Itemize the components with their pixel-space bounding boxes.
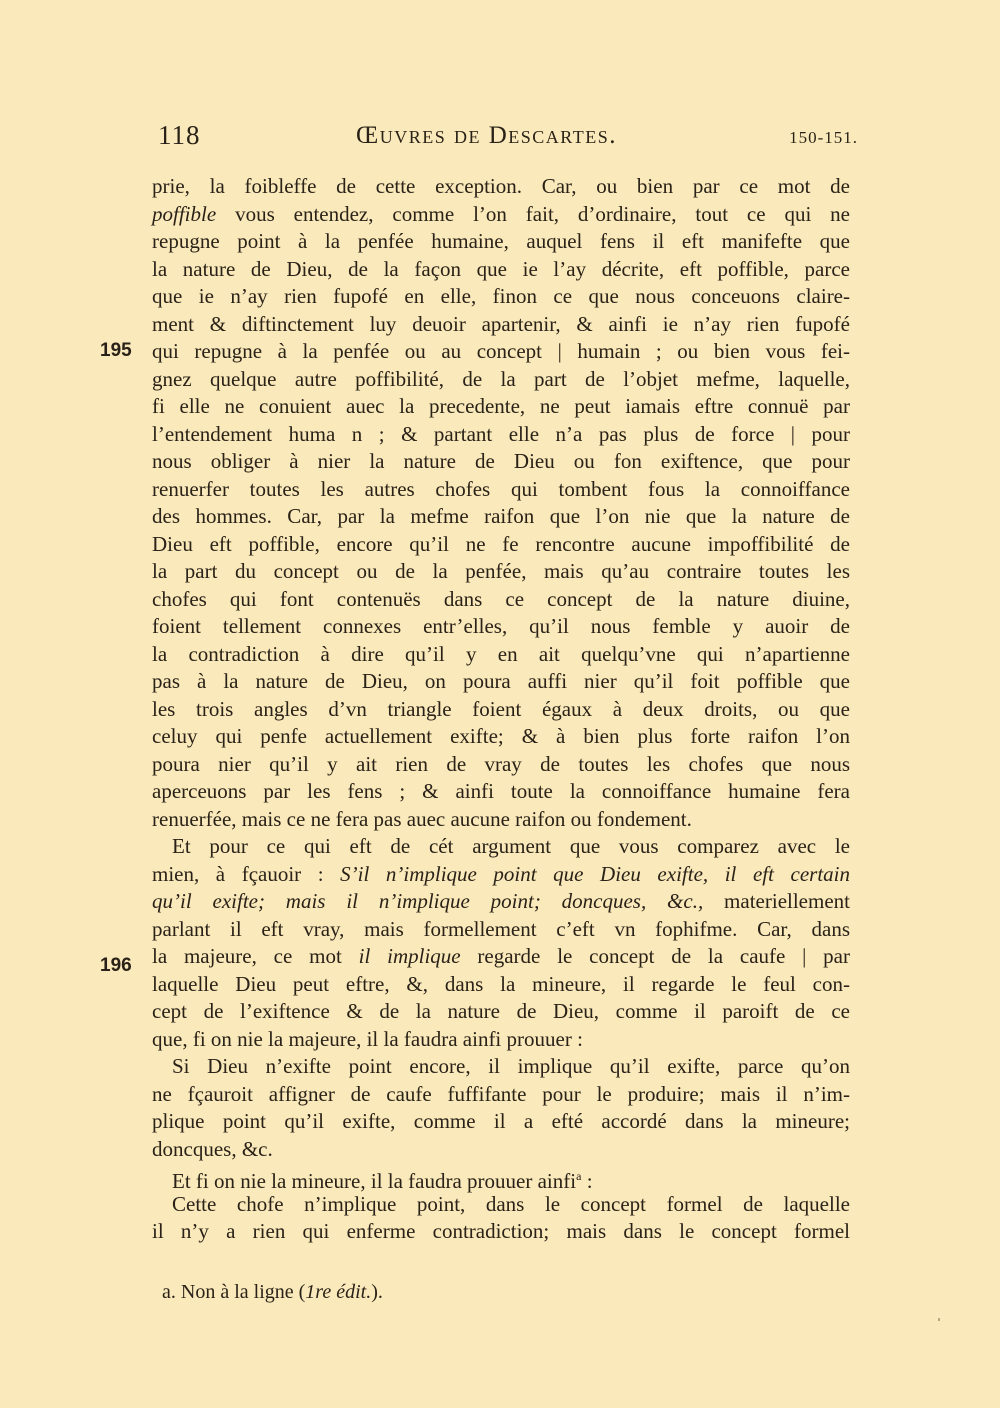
text-run: poura nier qu’il y ait rien de vray de toutes les chofes que nous — [152, 751, 850, 776]
text-run: la nature de Dieu, de la façon que ie l’ay décrite, eft poffible, parce — [152, 256, 850, 281]
text-run: S’il n’implique point que Dieu exifte, il eft certain — [340, 861, 850, 886]
page-number: 118 — [158, 120, 201, 150]
text-line — [152, 310, 850, 338]
text-line — [152, 1135, 850, 1163]
text-line — [152, 447, 850, 475]
text-line — [152, 365, 850, 393]
text-line — [152, 612, 850, 640]
text-line — [152, 1107, 850, 1135]
text-run: aperceuons par les fens ; & ainfi toute la connoiffance humaine fera — [152, 779, 850, 803]
text-line — [152, 585, 850, 613]
footnote-edition: 1re édit. — [305, 1281, 372, 1303]
text-run: poffible — [152, 201, 217, 226]
text-run: celuy qui penfe actuellement exifte; & à bien plus forte raifon l’on — [152, 724, 850, 748]
text-line — [172, 1190, 850, 1218]
text-line — [152, 255, 850, 283]
text-run: les trois angles d’vn triangle foient égaux à deux droits, ou que — [152, 696, 850, 721]
text-run: chofes qui font contenuës dans ce concept de la nature diuine, — [152, 586, 850, 611]
text-run: plique point qu’il exifte, comme il a efté accordé dans la mineure; — [152, 1109, 850, 1133]
text-line — [152, 640, 850, 668]
text-line — [152, 915, 850, 943]
text-line — [152, 970, 850, 998]
text-run: pas à la nature de Dieu, on poura auffi nier qu’il foit poffible que — [152, 669, 850, 693]
text-line — [152, 530, 850, 558]
text-run: ment & diftinctement luy deuoir apartenir, & ainfi ie n’ay rien fupofé — [152, 311, 850, 336]
text-line — [152, 942, 850, 970]
text-run: que, fi on nie la majeure, il la faudra ainfi prouuer : — [152, 1026, 583, 1051]
text-line — [152, 805, 850, 833]
footnote-suffix: ). — [371, 1281, 383, 1303]
text-line — [152, 420, 850, 448]
running-title: Œuvres de Descartes. — [356, 122, 617, 149]
text-run: des hommes. Car, par la mefme raifon que l’on nie que la nature de — [152, 504, 850, 528]
text-run: vous entendez, comme l’on fait, d’ordinaire, tout ce qui ne — [216, 201, 850, 226]
text-run: doncques, &c. — [152, 1136, 273, 1161]
text-line — [152, 227, 850, 255]
text-line — [152, 777, 850, 805]
text-line — [152, 557, 850, 585]
text-line — [152, 997, 850, 1025]
text-run: renuerfer toutes les autres chofes qui tombent fous la connoiffance — [152, 476, 850, 501]
text-run: parlant il eft vray, mais formellement c’eft vn fophifme. Car, dans — [152, 916, 850, 941]
text-line — [152, 200, 850, 228]
text-run: la contradiction à dire qu’il y en ait quelqu’vne qui n’apartienne — [152, 641, 850, 666]
text-line — [152, 722, 850, 750]
text-run: nous obliger à nier la nature de Dieu ou fon exiftence, que pour — [152, 449, 850, 473]
text-line — [152, 475, 850, 503]
text-run: repugne point à la penfée humaine, auquel fens il eft manifefte que — [152, 229, 850, 253]
text-line — [152, 1217, 850, 1245]
text-run: fi elle ne conuient auec la precedente, ne peut iamais eftre connuë par — [152, 394, 850, 418]
page-range: 150-151. — [789, 128, 858, 147]
text-run: prie, la foibleffe de cette exception. Car, ou bien par ce mot de — [152, 174, 850, 198]
text-run: qui repugne à la penfée ou au concept | humain ; ou bien vous fei- — [152, 339, 850, 363]
text-run: il n’y a rien qui enferme contradiction; mais dans le concept formel — [152, 1219, 850, 1243]
text-line — [152, 1025, 850, 1053]
text-line — [152, 887, 850, 915]
text-run: Si Dieu n’exifte point encore, il implique qu’il exifte, parce qu’on — [172, 1054, 850, 1078]
text-run: Et fi on nie la mineure, il la faudra prouuer ainfi — [172, 1169, 577, 1193]
text-line — [152, 282, 850, 310]
text-run: foient tellement connexes entr’elles, qu’il nous femble y auoir de — [152, 614, 850, 638]
footnote — [162, 1281, 383, 1304]
text-run: l’entendement huma n ; & partant elle n’a pas plus de force | pour — [152, 421, 850, 446]
footnote-prefix: a. Non à la ligne ( — [162, 1281, 306, 1303]
text-run: renuerfée, mais ce ne fera pas auec aucune raifon ou fondement. — [152, 806, 692, 831]
text-run: : — [581, 1169, 593, 1193]
text-line — [152, 750, 850, 778]
text-run: a — [576, 1169, 582, 1183]
text-run: laquelle Dieu peut eftre, &, dans la mineure, il regarde le feul con- — [152, 971, 850, 996]
text-run: materiellement — [703, 889, 850, 913]
text-line — [152, 172, 850, 200]
margin-number-196: 196 — [100, 955, 132, 976]
text-line — [172, 832, 850, 860]
text-run: ne fçauroit affigner de caufe fuffifante pour le produire; mais il n’im- — [152, 1081, 850, 1106]
text-run: Dieu eft poffible, encore qu’il ne fe rencontre aucune impoffibilité de — [152, 531, 850, 556]
text-run: gnez quelque autre poffibilité, de la part de l’objet mefme, laquelle, — [152, 366, 850, 391]
text-run: mien, à fçauoir : — [152, 861, 341, 886]
text-run: la majeure, ce mot — [152, 944, 359, 968]
margin-number-195: 195 — [100, 340, 132, 361]
text-run: il implique — [358, 944, 461, 968]
text-line — [152, 1080, 850, 1108]
text-line — [152, 667, 850, 695]
text-line — [172, 1052, 850, 1080]
text-line — [152, 392, 850, 420]
text-run: regarde le concept de la caufe | par — [460, 944, 850, 968]
text-line — [152, 695, 850, 723]
text-run: qu’il exifte; mais il n’implique point; doncques, &c., — [152, 889, 704, 913]
text-run: Cette chofe n’implique point, dans le concept formel de laquelle — [172, 1191, 850, 1216]
text-line — [172, 1162, 850, 1193]
text-run: Et pour ce qui eft de cét argument que vous comparez avec le — [172, 834, 850, 858]
text-run: cept de l’exiftence & de la nature de Dieu, comme il paroift de ce — [152, 999, 850, 1023]
text-line — [152, 337, 850, 365]
text-line — [152, 502, 850, 530]
page-speck — [938, 1318, 940, 1321]
text-line — [152, 860, 850, 888]
text-run: que ie n’ay rien fupofé en elle, finon ce que nous conceuons claire- — [152, 284, 850, 308]
running-header — [158, 118, 858, 158]
text-run: la part du concept ou de la penfée, mais qu’au contraire toutes les — [152, 559, 850, 583]
